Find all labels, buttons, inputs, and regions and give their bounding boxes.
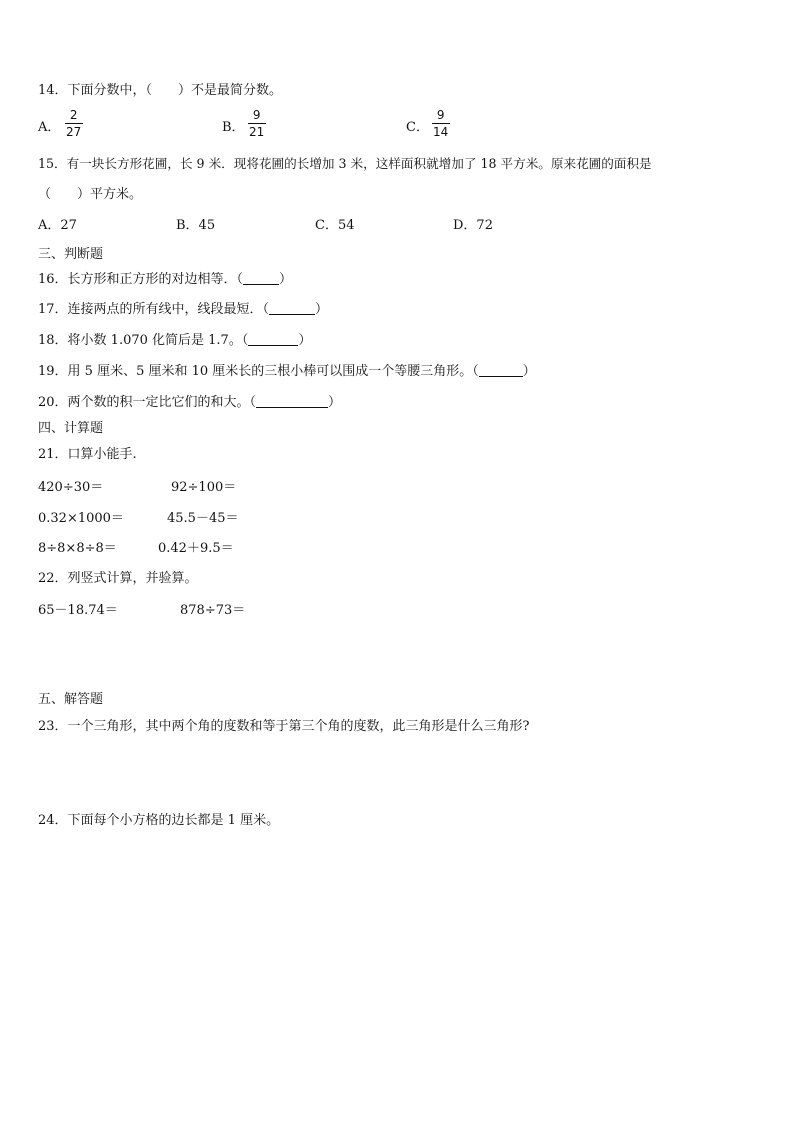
section-3-heading: 三、判断题 — [38, 247, 104, 262]
answer-blank[interactable] — [256, 395, 328, 408]
close-paren: ） — [298, 333, 312, 348]
section-5-heading: 五、解答题 — [38, 692, 104, 707]
question-15-line1: 15．有一块长方形花圃，长 9 米．现将花圃的长增加 3 米，这样面积就增加了 18 平方米。原来花圃的面积是 — [38, 156, 652, 171]
answer-blank[interactable] — [248, 333, 298, 346]
q14-option-a-fraction — [64, 108, 83, 139]
answer-blank[interactable] — [243, 272, 279, 285]
numerator: 9 — [252, 108, 261, 122]
question-15-line2: （ ）平方米。 — [38, 187, 143, 202]
question-14-text: 14．下面分数中，（ ）不是最简分数。 — [38, 83, 283, 98]
question-22-title: 22．列竖式计算，并验算。 — [38, 571, 198, 586]
numerator: 2 — [69, 108, 78, 122]
vertical-calc-item: 65－18.74＝ — [38, 603, 118, 618]
question-16 — [38, 272, 292, 288]
question-20-text: 20．两个数的积一定比它们的和大。（ — [38, 395, 257, 410]
fraction-bar — [432, 123, 450, 124]
vertical-calc-item: 878÷73＝ — [180, 603, 246, 618]
q15-option-c: C．54 — [315, 218, 355, 233]
question-19-text: 19．用 5 厘米、5 厘米和 10 厘米长的三根小棒可以围成一个等腰三角形。（ — [38, 364, 479, 379]
q14-option-b-fraction — [247, 108, 266, 139]
q15-option-a: A．27 — [38, 218, 77, 233]
close-paren: ） — [328, 395, 342, 410]
question-24: 24．下面每个小方格的边长都是 1 厘米。 — [38, 813, 280, 828]
numerator: 9 — [436, 108, 445, 122]
q15-option-d: D．72 — [453, 218, 493, 233]
close-paren: ） — [315, 302, 329, 317]
mental-math-item: 0.32×1000＝ — [38, 511, 124, 526]
denominator: 14 — [433, 125, 449, 139]
q14-option-b-label: B． — [222, 120, 245, 135]
denominator: 21 — [249, 125, 265, 139]
question-16-text: 16．长方形和正方形的对边相等．（ — [38, 272, 244, 287]
mental-math-item: 0.42＋9.5＝ — [158, 541, 234, 556]
question-17 — [38, 302, 328, 318]
mental-math-item: 92÷100＝ — [171, 480, 237, 495]
close-paren: ） — [522, 364, 536, 379]
question-18 — [38, 333, 311, 349]
question-23: 23．一个三角形，其中两个角的度数和等于第三个角的度数，此三角形是什么三角形? — [38, 719, 530, 734]
mental-math-item: 45.5－45＝ — [167, 511, 239, 526]
fraction-bar — [248, 123, 266, 124]
q14-option-c-label: C． — [406, 120, 429, 135]
answer-blank[interactable] — [479, 364, 523, 377]
denominator: 27 — [66, 125, 82, 139]
q14-option-c-fraction — [431, 108, 450, 139]
question-19 — [38, 364, 536, 380]
question-17-text: 17．连接两点的所有线中，线段最短．（ — [38, 302, 270, 317]
q15-option-b: B．45 — [176, 218, 216, 233]
q14-option-a-label: A． — [38, 120, 61, 135]
question-21-title: 21．口算小能手. — [38, 447, 137, 462]
question-20 — [38, 395, 341, 411]
close-paren: ） — [279, 272, 293, 287]
section-4-heading: 四、计算题 — [38, 421, 104, 436]
mental-math-item: 8÷8×8÷8＝ — [38, 541, 117, 556]
question-18-text: 18．将小数 1.070 化简后是 1.7。（ — [38, 333, 249, 348]
fraction-bar — [65, 123, 83, 124]
answer-blank[interactable] — [269, 302, 315, 315]
mental-math-item: 420÷30＝ — [38, 480, 104, 495]
